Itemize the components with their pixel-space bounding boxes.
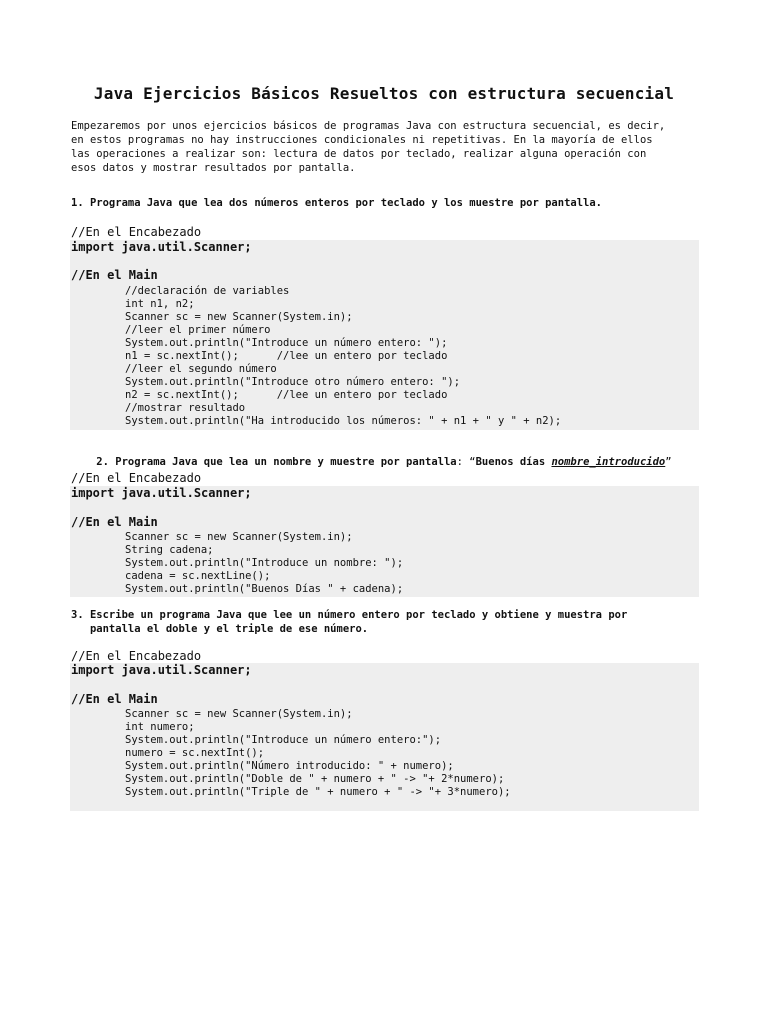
- exercise-1-code: //declaración de variables int n1, n2; Scanner sc = new Scanner(System.in); //leer el primer número System.out.println("Introduce un número entero: "); n1 = sc.nextInt(); //lee un entero por teclado //leer el segundo número System.out.println("Introduce otro número entero: "); n2 = sc.nextInt(); //lee un entero por teclado //mostrar resultado System.out.println("Ha introducido los números: " + n1 + " y " + n2);: [125, 285, 562, 427]
- exercise-2-heading-colon: :: [456, 456, 463, 468]
- exercise-2-heading-text: 2. Programa Java que lea un nombre y muestre por pantalla: [96, 456, 457, 468]
- exercise-3-main-label: //En el Main: [71, 692, 158, 706]
- page-title: Java Ejercicios Básicos Resueltos con estructura secuencial: [93, 84, 675, 103]
- exercise-3-header-comment: //En el Encabezado: [71, 649, 202, 663]
- exercise-2-heading-quote-close: ”: [665, 456, 672, 468]
- exercise-2-heading-name: nombre_introducido: [551, 456, 666, 468]
- exercise-1-heading: 1. Programa Java que lea dos números enteros por teclado y los muestre por pantalla.: [71, 197, 603, 209]
- exercise-2-import: import java.util.Scanner;: [71, 486, 252, 500]
- exercise-3-code-block: [70, 663, 699, 811]
- intro-paragraph: Empezaremos por unos ejercicios básicos de programas Java con estructura secuencial, es decir, en estos programas no hay instrucciones condicionales ni repetitivas. En la mayoría de ellos las operaciones a realizar son: lectura de datos por teclado, realizar alguna operación con esos datos y mostrar resultados por pantalla.: [71, 120, 666, 174]
- exercise-1-main-label: //En el Main: [71, 268, 158, 282]
- exercise-1-code-block: [70, 240, 699, 430]
- exercise-2-heading-quote-open: “: [462, 456, 476, 468]
- exercise-2-header-comment: //En el Encabezado: [71, 471, 202, 485]
- exercise-2-main-label: //En el Main: [71, 515, 158, 529]
- exercise-3-heading: 3. Escribe un programa Java que lee un número entero por teclado y obtiene y muestra por pantalla el doble y el triple de ese número.: [71, 609, 628, 635]
- exercise-1-import: import java.util.Scanner;: [71, 240, 252, 254]
- exercise-2-code-block: [70, 486, 699, 597]
- exercise-3-code: Scanner sc = new Scanner(System.in); int numero; System.out.println("Introduce un número entero:"); numero = sc.nextInt(); System.out.println("Número introducido: " + numero); System.out.println("Doble de " + numero + " -> "+ 2*numero); System.out.println("Triple de " + numero + " -> "+ 3*numero);: [125, 708, 511, 798]
- exercise-1-header-comment: //En el Encabezado: [71, 225, 202, 239]
- exercise-2-code: Scanner sc = new Scanner(System.in); String cadena; System.out.println("Introduce un nombre: "); cadena = sc.nextLine(); System.out.println("Buenos Días " + cadena);: [125, 531, 404, 595]
- exercise-3-import: import java.util.Scanner;: [71, 663, 252, 677]
- exercise-2-heading-greeting: Buenos días: [475, 456, 552, 468]
